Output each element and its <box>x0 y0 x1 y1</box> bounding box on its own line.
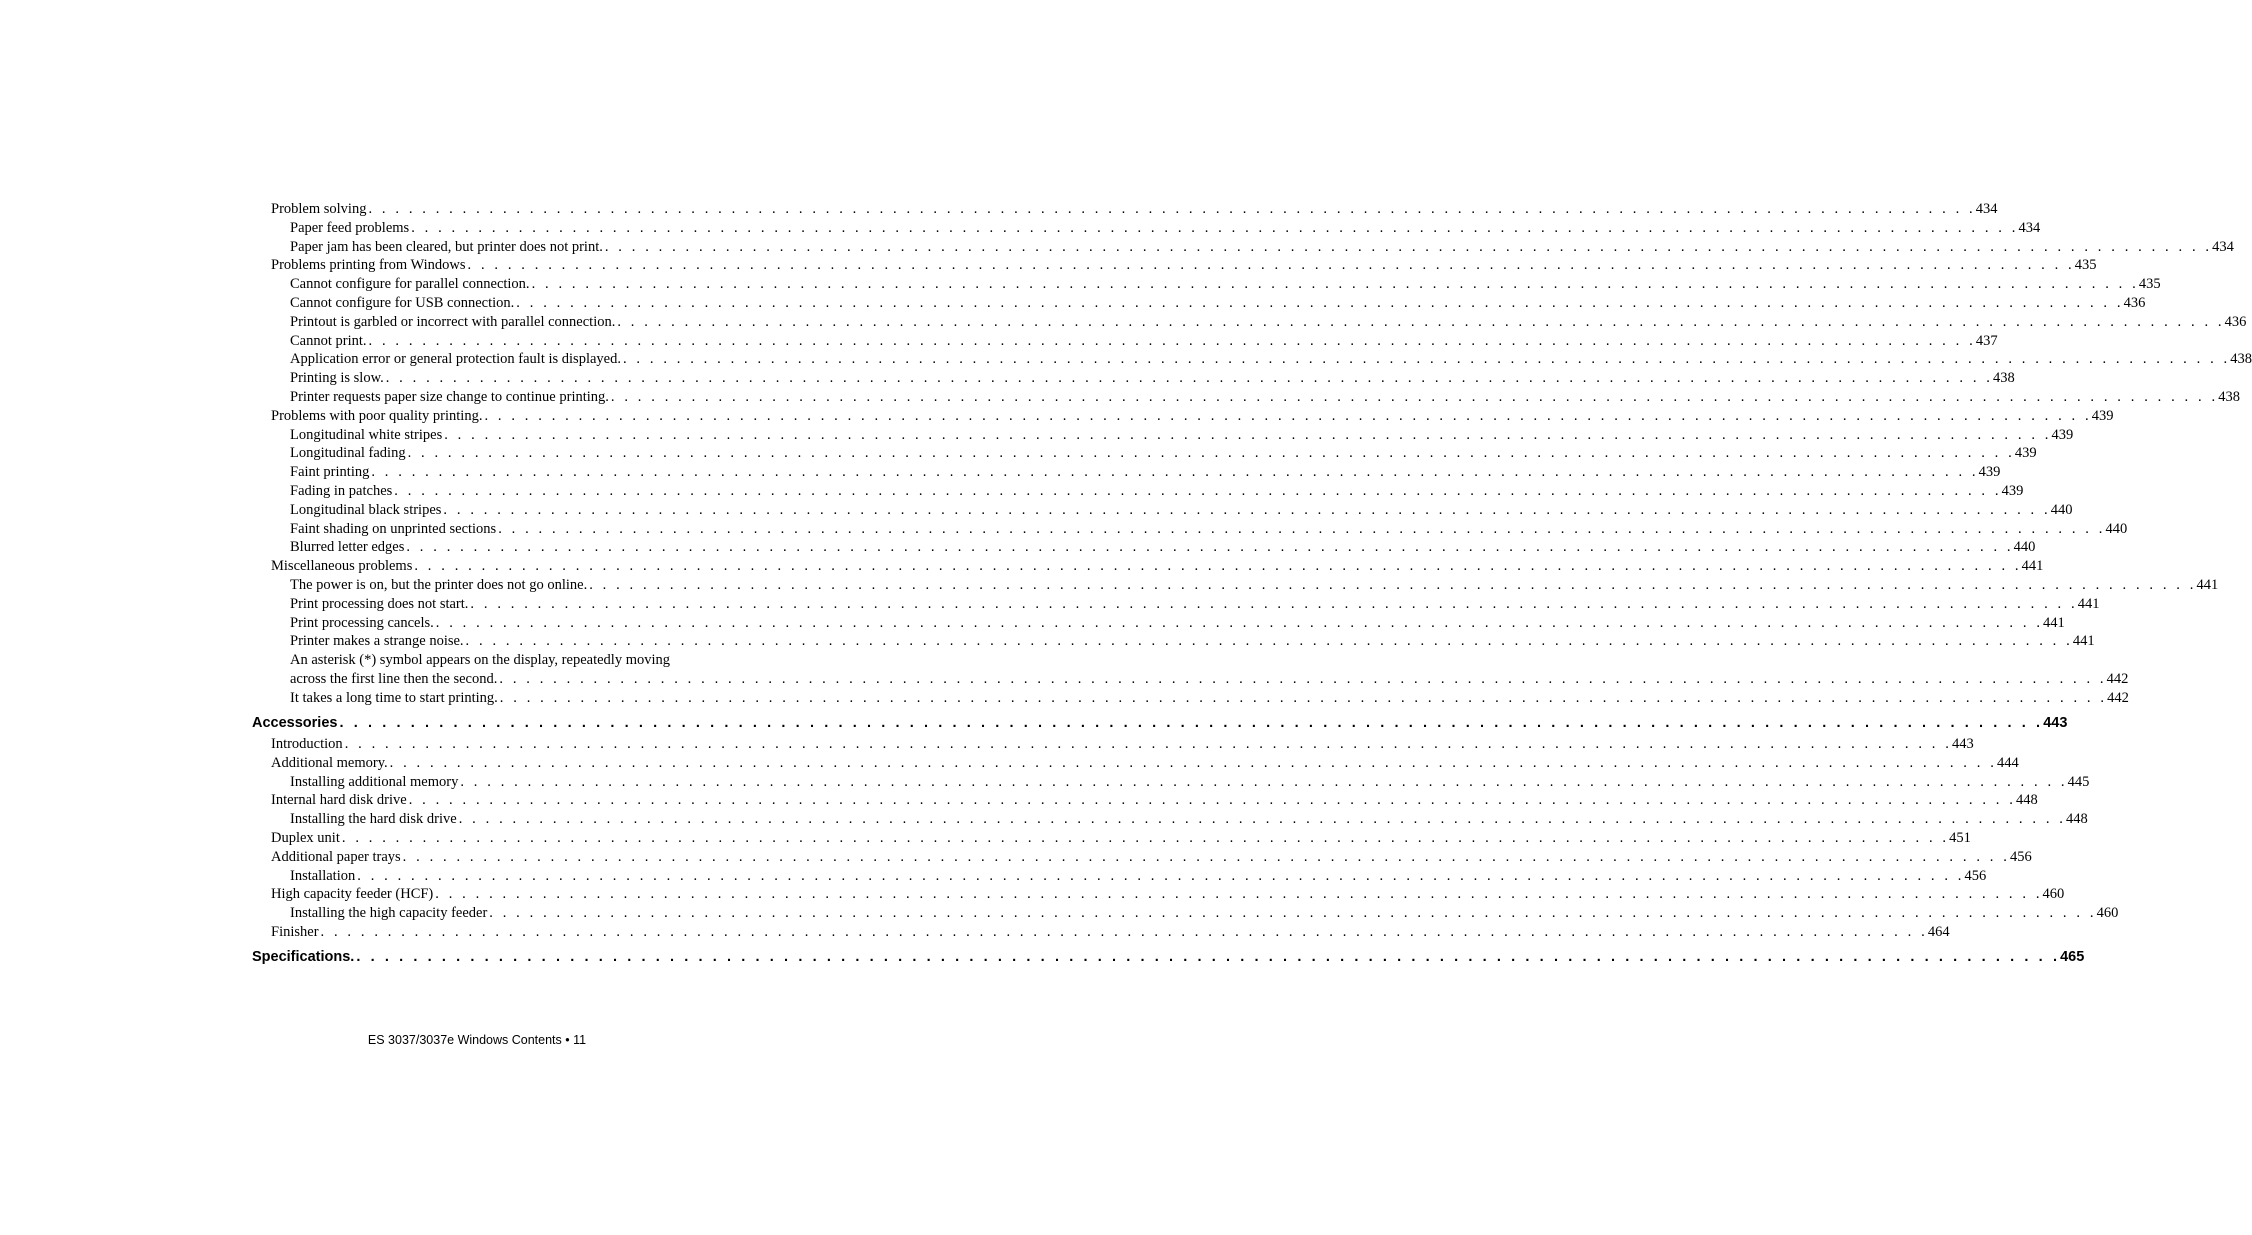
toc-entry-page-number: 438 <box>1993 370 2015 387</box>
toc-entry-title: Paper jam has been cleared, but printer does not print. <box>290 238 603 255</box>
toc-entry-title: Installing the hard disk drive <box>290 811 457 828</box>
toc-entry-page-number: 435 <box>2138 276 2161 293</box>
toc-entry[interactable] <box>252 576 2219 595</box>
toc-entry-title: Installation <box>290 867 356 884</box>
toc-entry[interactable] <box>252 520 2128 539</box>
toc-entry-title: across the first line then the second. <box>290 670 498 687</box>
dot-leader: . . . . . . . . . . . . . . . . . . . . . . . . . . . . . . . . . . . . . . . . . . . . . . . . . . . . . . . . . . . . . . . . . . . . . . . . . . . . . . . . . . . . . . . . . . . . . . . . . . . . . . . . . . . . . . . . . . . . . . . . <box>610 388 2219 405</box>
dot-leader: . . . . . . . . . . . . . . . . . . . . . . . . . . . . . . . . . . . . . . . . . . . . . . . . . . . . . . . . . . . . . . . . . . . . . . . . . . . . . . . . . . . . . . . . . . . . . . . . . . . . . . . . . . . . . . . . . . . . . . . . <box>339 714 2044 731</box>
toc-entry[interactable] <box>252 256 2097 275</box>
dot-leader: . . . . . . . . . . . . . . . . . . . . . . . . . . . . . . . . . . . . . . . . . . . . . . . . . . . . . . . . . . . . . . . . . . . . . . . . . . . . . . . . . . . . . . . . . . . . . . . . . . . . . . . . . . . . . . . . . . . . . . . . <box>460 773 2068 790</box>
toc-entry-title: Longitudinal fading <box>290 445 406 462</box>
toc-entry-page-number: 440 <box>2013 539 2036 556</box>
toc-entry-page-number: 436 <box>2123 294 2146 311</box>
dot-leader: . . . . . . . . . . . . . . . . . . . . . . . . . . . . . . . . . . . . . . . . . . . . . . . . . . . . . . . . . . . . . . . . . . . . . . . . . . . . . . . . . . . . . . . . . . . . . . . . . . . . . . . . . . . . . . . . . . . . . . . . <box>407 445 2015 462</box>
toc-entry-title: Faint printing <box>290 464 370 481</box>
dot-leader: . . . . . . . . . . . . . . . . . . . . . . . . . . . . . . . . . . . . . . . . . . . . . . . . . . . . . . . . . . . . . . . . . . . . . . . . . . . . . . . . . . . . . . . . . . . . . . . . . . . . . . . . . . . . . . . . . . . . . . . . <box>435 886 2043 903</box>
toc-entry-title: Printer requests paper size change to continue printing. <box>290 388 609 405</box>
toc-entry[interactable] <box>252 388 2240 407</box>
toc-entry-title: Application error or general protection fault is displayed. <box>290 351 621 368</box>
toc-section-heading[interactable] <box>252 946 2085 970</box>
dot-leader: . . . . . . . . . . . . . . . . . . . . . . . . . . . . . . . . . . . . . . . . . . . . . . . . . . . . . . . . . . . . . . . . . . . . . . . . . . . . . . . . . . . . . . . . . . . . . . . . . . . . . . . . . . . . . . . . . . . . . . . . <box>604 238 2213 255</box>
toc-entry-page-number: 442 <box>2107 689 2129 706</box>
toc-entry-page-number: 443 <box>2043 714 2068 731</box>
toc-entry[interactable] <box>252 557 2044 576</box>
dot-leader: . . . . . . . . . . . . . . . . . . . . . . . . . . . . . . . . . . . . . . . . . . . . . . . . . . . . . . . . . . . . . . . . . . . . . . . . . . . . . . . . . . . . . . . . . . . . . . . . . . . . . . . . . . . . . . . . . . . . . . . . <box>489 905 2097 922</box>
toc-entry[interactable] <box>252 482 2024 501</box>
toc-entry-title: Printout is garbled or incorrect with parallel connection. <box>290 313 616 330</box>
dot-leader: . . . . . . . . . . . . . . . . . . . . . . . . . . . . . . . . . . . . . . . . . . . . . . . . . . . . . . . . . . . . . . . . . . . . . . . . . . . . . . . . . . . . . . . . . . . . . . . . . . . . . . . . . . . . . . . . . . . . . . . . <box>408 792 2016 809</box>
dot-leader: . . . . . . . . . . . . . . . . . . . . . . . . . . . . . . . . . . . . . . . . . . . . . . . . . . . . . . . . . . . . . . . . . . . . . . . . . . . . . . . . . . . . . . . . . . . . . . . . . . . . . . . . . . . . . . . . . . . . . . . . <box>344 736 1952 753</box>
toc-entry-title: Accessories <box>252 714 338 731</box>
toc-entry-title: Cannot configure for parallel connection. <box>290 276 530 293</box>
dot-leader: . . . . . . . . . . . . . . . . . . . . . . . . . . . . . . . . . . . . . . . . . . . . . . . . . . . . . . . . . . . . . . . . . . . . . . . . . . . . . . . . . . . . . . . . . . . . . . . . . . . . . . . . . . . . . . . . . . . . . . . . <box>516 294 2124 311</box>
toc-entry-title: Duplex unit <box>271 830 340 846</box>
toc-entry[interactable] <box>252 350 2252 369</box>
dot-leader: . . . . . . . . . . . . . . . . . . . . . . . . . . . . . . . . . . . . . . . . . . . . . . . . . . . . . . . . . . . . . . . . . . . . . . . . . . . . . . . . . . . . . . . . . . . . . . . . . . . . . . . . . . . . . . . . . . . . . . . . <box>320 923 1928 940</box>
toc-entry-page-number: 439 <box>2051 426 2074 443</box>
toc-entry-title: Cannot print. <box>290 332 367 349</box>
toc-entry-title: Internal hard disk drive <box>271 792 407 809</box>
dot-leader: . . . . . . . . . . . . . . . . . . . . . . . . . . . . . . . . . . . . . . . . . . . . . . . . . . . . . . . . . . . . . . . . . . . . . . . . . . . . . . . . . . . . . . . . . . . . . . . . . . . . . . . . . . . . . . . . . . . . . . . . <box>389 754 1997 771</box>
toc-entry-title: Installing the high capacity feeder <box>290 905 488 922</box>
toc-entry[interactable] <box>252 810 2088 829</box>
toc-entry-title: It takes a long time to start printing. <box>290 689 498 706</box>
toc-entry-title: Installing additional memory <box>290 773 459 790</box>
dot-leader: . . . . . . . . . . . . . . . . . . . . . . . . . . . . . . . . . . . . . . . . . . . . . . . . . . . . . . . . . . . . . . . . . . . . . . . . . . . . . . . . . . . . . . . . . . . . . . . . . . . . . . . . . . . . . . . . . . . . . . . . <box>499 670 2107 687</box>
dot-leader: . . . . . . . . . . . . . . . . . . . . . . . . . . . . . . . . . . . . . . . . . . . . . . . . . . . . . . . . . . . . . . . . . . . . . . . . . . . . . . . . . . . . . . . . . . . . . . . . . . . . . . . . . . . . . . . . . . . . . . . . <box>465 633 2073 650</box>
dot-leader: . . . . . . . . . . . . . . . . . . . . . . . . . . . . . . . . . . . . . . . . . . . . . . . . . . . . . . . . . . . . . . . . . . . . . . . . . . . . . . . . . . . . . . . . . . . . . . . . . . . . . . . . . . . . . . . . . . . . . . . . <box>443 501 2051 518</box>
toc-entry-page-number: 438 <box>2230 351 2252 368</box>
toc-entry-page-number: 451 <box>1949 830 1971 846</box>
dot-leader: . . . . . . . . . . . . . . . . . . . . . . . . . . . . . . . . . . . . . . . . . . . . . . . . . . . . . . . . . . . . . . . . . . . . . . . . . . . . . . . . . . . . . . . . . . . . . . . . . . . . . . . . . . . . . . . . . . . . . . . . <box>617 313 2225 330</box>
toc-entry-title: Print processing cancels. <box>290 614 434 631</box>
toc-entry-title: Cannot configure for USB connection. <box>290 294 515 311</box>
toc-entry[interactable] <box>252 238 2234 257</box>
toc-entry-title: The power is on, but the printer does not go online. <box>290 576 588 593</box>
toc-entry[interactable] <box>252 754 2019 773</box>
toc-entry-page-number: 445 <box>2067 773 2090 790</box>
dot-leader: . . . . . . . . . . . . . . . . . . . . . . . . . . . . . . . . . . . . . . . . . . . . . . . . . . . . . . . . . . . . . . . . . . . . . . . . . . . . . . . . . . . . . . . . . . . . . . . . . . . . . . . . . . . . . . . . . . . . . . . . <box>622 351 2231 368</box>
toc-entry-title: Printer makes a strange noise. <box>290 633 464 650</box>
toc-entry-page-number: 435 <box>2074 257 2097 274</box>
toc-entry-page-number: 443 <box>1951 736 1974 753</box>
toc-entry[interactable] <box>252 501 2073 520</box>
dot-leader: . . . . . . . . . . . . . . . . . . . . . . . . . . . . . . . . . . . . . . . . . . . . . . . . . . . . . . . . . . . . . . . . . . . . . . . . . . . . . . . . . . . . . . . . . . . . . . . . . . . . . . . . . . . . . . . . . . . . . . . . <box>470 595 2078 612</box>
toc-entry-title: Print processing does not start. <box>290 595 469 612</box>
toc-entry-title: Paper feed problems <box>290 219 410 236</box>
toc-entry[interactable] <box>252 275 2161 294</box>
toc-entry-title: Problem solving <box>271 201 367 217</box>
toc-entry-page-number: 456 <box>2009 848 2032 865</box>
dot-leader: . . . . . . . . . . . . . . . . . . . . . . . . . . . . . . . . . . . . . . . . . . . . . . . . . . . . . . . . . . . . . . . . . . . . . . . . . . . . . . . . . . . . . . . . . . . . . . . . . . . . . . . . . . . . . . . . . . . . . . . . <box>435 614 2044 631</box>
toc-entry-title: Finisher <box>271 923 319 940</box>
toc-entry-page-number: 464 <box>1927 923 1950 940</box>
dot-leader: . . . . . . . . . . . . . . . . . . . . . . . . . . . . . . . . . . . . . . . . . . . . . . . . . . . . . . . . . . . . . . . . . . . . . . . . . . . . . . . . . . . . . . . . . . . . . . . . . . . . . . . . . . . . . . . . . . . . . . . . <box>458 811 2066 828</box>
toc-entry[interactable] <box>252 463 2001 482</box>
toc-entry-title: Introduction <box>271 736 343 753</box>
toc-entry-page-number: 437 <box>1975 332 1998 349</box>
toc-entry-title: Blurred letter edges <box>290 539 405 556</box>
toc-section-heading[interactable] <box>252 712 2068 736</box>
toc-entry-page-number: 444 <box>1996 754 2019 771</box>
dot-leader: . . . . . . . . . . . . . . . . . . . . . . . . . . . . . . . . . . . . . . . . . . . . . . . . . . . . . . . . . . . . . . . . . . . . . . . . . . . . . . . . . . . . . . . . . . . . . . . . . . . . . . . . . . . . . . . . . . . . . . . . <box>498 520 2106 537</box>
toc-entry-page-number: 448 <box>2015 792 2038 809</box>
toc-entry-page-number: 460 <box>2096 905 2119 922</box>
toc-entry[interactable] <box>252 651 2129 689</box>
toc-entry[interactable] <box>252 407 2114 426</box>
dot-leader: . . . . . . . . . . . . . . . . . . . . . . . . . . . . . . . . . . . . . . . . . . . . . . . . . . . . . . . . . . . . . . . . . . . . . . . . . . . . . . . . . . . . . . . . . . . . . . . . . . . . . . . . . . . . . . . . . . . . . . . . <box>341 830 1950 846</box>
toc-entry-title: Faint shading on unprinted sections <box>290 520 497 537</box>
toc-entry[interactable] <box>252 426 2074 445</box>
toc-entry-title: Specifications. <box>252 948 355 965</box>
toc-entry[interactable] <box>252 867 1987 886</box>
toc-entry-page-number: 440 <box>2105 520 2128 537</box>
dot-leader: . . . . . . . . . . . . . . . . . . . . . . . . . . . . . . . . . . . . . . . . . . . . . . . . . . . . . . . . . . . . . . . . . . . . . . . . . . . . . . . . . . . . . . . . . . . . . . . . . . . . . . . . . . . . . . . . . . . . . . . . <box>589 576 2197 593</box>
toc-entry[interactable] <box>252 773 2090 792</box>
toc-entry[interactable] <box>252 595 2100 614</box>
toc-entry[interactable] <box>252 923 1950 942</box>
toc-entry-title: Longitudinal black stripes <box>290 501 442 518</box>
toc-entry[interactable] <box>252 444 2037 463</box>
toc-entry[interactable] <box>252 200 1998 219</box>
toc-entry[interactable] <box>252 829 1971 848</box>
toc-entry-page-number: 439 <box>2014 445 2037 462</box>
toc-entry-page-number: 434 <box>1975 201 1998 217</box>
toc-entry[interactable] <box>252 614 2065 633</box>
toc-entry[interactable] <box>252 735 1974 754</box>
page-footer: ES 3037/3037e Windows Contents • 11 <box>367 1033 587 1047</box>
table-of-contents <box>252 200 2252 969</box>
dot-leader: . . . . . . . . . . . . . . . . . . . . . . . . . . . . . . . . . . . . . . . . . . . . . . . . . . . . . . . . . . . . . . . . . . . . . . . . . . . . . . . . . . . . . . . . . . . . . . . . . . . . . . . . . . . . . . . . . . . . . . . . <box>531 276 2139 293</box>
toc-entry-page-number: 440 <box>2050 501 2073 518</box>
dot-leader: . . . . . . . . . . . . . . . . . . . . . . . . . . . . . . . . . . . . . . . . . . . . . . . . . . . . . . . . . . . . . . . . . . . . . . . . . . . . . . . . . . . . . . . . . . . . . . . . . . . . . . . . . . . . . . . . . . . . . . . . <box>484 407 2092 424</box>
toc-entry-title: Printing is slow. <box>290 370 384 387</box>
dot-leader: . . . . . . . . . . . . . . . . . . . . . . . . . . . . . . . . . . . . . . . . . . . . . . . . . . . . . . . . . . . . . . . . . . . . . . . . . . . . . . . . . . . . . . . . . . . . . . . . . . . . . . . . . . . . . . . . . . . . . . . . <box>414 558 2022 575</box>
dot-leader: . . . . . . . . . . . . . . . . . . . . . . . . . . . . . . . . . . . . . . . . . . . . . . . . . . . . . . . . . . . . . . . . . . . . . . . . . . . . . . . . . . . . . . . . . . . . . . . . . . . . . . . . . . . . . . . . . . . . . . . . <box>467 257 2075 274</box>
toc-entry-page-number: 439 <box>2091 407 2114 424</box>
toc-entry-page-number: 441 <box>2021 558 2044 575</box>
toc-entry[interactable] <box>252 538 2036 557</box>
toc-entry-page-number: 442 <box>2106 670 2129 687</box>
toc-entry-title: Longitudinal white stripes <box>290 426 443 443</box>
toc-entry-page-number: 456 <box>1964 867 1987 884</box>
toc-entry[interactable] <box>252 885 2065 904</box>
toc-entry[interactable] <box>252 632 2095 651</box>
toc-entry-page-number: 438 <box>2218 388 2240 405</box>
toc-entry-title: Additional paper trays <box>271 848 401 865</box>
dot-leader: . . . . . . . . . . . . . . . . . . . . . . . . . . . . . . . . . . . . . . . . . . . . . . . . . . . . . . . . . . . . . . . . . . . . . . . . . . . . . . . . . . . . . . . . . . . . . . . . . . . . . . . . . . . . . . . . . . . . . . . . <box>385 370 1994 387</box>
toc-entry[interactable] <box>252 904 2119 923</box>
toc-entry[interactable] <box>252 848 2032 867</box>
dot-leader: . . . . . . . . . . . . . . . . . . . . . . . . . . . . . . . . . . . . . . . . . . . . . . . . . . . . . . . . . . . . . . . . . . . . . . . . . . . . . . . . . . . . . . . . . . . . . . . . . . . . . . . . . . . . . . . . . . . . . . . . <box>368 201 1976 217</box>
toc-entry[interactable] <box>252 294 2146 313</box>
toc-entry-title: High capacity feeder (HCF) <box>271 886 434 903</box>
toc-entry-page-number: 434 <box>2212 238 2234 255</box>
dot-leader: . . . . . . . . . . . . . . . . . . . . . . . . . . . . . . . . . . . . . . . . . . . . . . . . . . . . . . . . . . . . . . . . . . . . . . . . . . . . . . . . . . . . . . . . . . . . . . . . . . . . . . . . . . . . . . . . . . . . . . . . <box>411 219 2019 236</box>
dot-leader: . . . . . . . . . . . . . . . . . . . . . . . . . . . . . . . . . . . . . . . . . . . . . . . . . . . . . . . . . . . . . . . . . . . . . . . . . . . . . . . . . . . . . . . . . . . . . . . . . . . . . . . . . . . . . . . . . . . . . . . . <box>394 482 2002 499</box>
dot-leader: . . . . . . . . . . . . . . . . . . . . . . . . . . . . . . . . . . . . . . . . . . . . . . . . . . . . . . . . . . . . . . . . . . . . . . . . . . . . . . . . . . . . . . . . . . . . . . . . . . . . . . . . . . . . . . . . . . . . . . . . <box>402 848 2010 865</box>
toc-entry-page-number: 439 <box>1978 464 2001 481</box>
toc-entry-title: Problems with poor quality printing. <box>271 407 483 424</box>
toc-entry-title-line: An asterisk (*) symbol appears on the display, repeatedly moving <box>290 652 670 669</box>
toc-entry-page-number: 439 <box>2001 482 2024 499</box>
toc-entry-page-number: 441 <box>2196 576 2219 593</box>
toc-entry-page-number: 441 <box>2072 633 2095 650</box>
toc-entry-page-number: 460 <box>2042 886 2065 903</box>
dot-leader: . . . . . . . . . . . . . . . . . . . . . . . . . . . . . . . . . . . . . . . . . . . . . . . . . . . . . . . . . . . . . . . . . . . . . . . . . . . . . . . . . . . . . . . . . . . . . . . . . . . . . . . . . . . . . . . . . . . . . . . . <box>444 426 2052 443</box>
dot-leader: . . . . . . . . . . . . . . . . . . . . . . . . . . . . . . . . . . . . . . . . . . . . . . . . . . . . . . . . . . . . . . . . . . . . . . . . . . . . . . . . . . . . . . . . . . . . . . . . . . . . . . . . . . . . . . . . . . . . . . . . <box>356 948 2061 965</box>
toc-entry[interactable] <box>252 219 2041 238</box>
toc-entry-page-number: 436 <box>2224 313 2247 330</box>
toc-entry-page-number: 448 <box>2066 811 2088 828</box>
toc-entry-title: Problems printing from Windows <box>271 257 466 274</box>
toc-entry-page-number: 434 <box>2018 219 2041 236</box>
toc-entry-title: Miscellaneous problems <box>271 558 413 575</box>
dot-leader: . . . . . . . . . . . . . . . . . . . . . . . . . . . . . . . . . . . . . . . . . . . . . . . . . . . . . . . . . . . . . . . . . . . . . . . . . . . . . . . . . . . . . . . . . . . . . . . . . . . . . . . . . . . . . . . . . . . . . . . . <box>357 867 1965 884</box>
dot-leader: . . . . . . . . . . . . . . . . . . . . . . . . . . . . . . . . . . . . . . . . . . . . . . . . . . . . . . . . . . . . . . . . . . . . . . . . . . . . . . . . . . . . . . . . . . . . . . . . . . . . . . . . . . . . . . . . . . . . . . . . <box>371 464 1979 481</box>
toc-entry-page-number: 465 <box>2060 948 2085 965</box>
toc-entry[interactable] <box>252 313 2247 332</box>
toc-entry-title: Additional memory. <box>271 754 388 771</box>
dot-leader: . . . . . . . . . . . . . . . . . . . . . . . . . . . . . . . . . . . . . . . . . . . . . . . . . . . . . . . . . . . . . . . . . . . . . . . . . . . . . . . . . . . . . . . . . . . . . . . . . . . . . . . . . . . . . . . . . . . . . . . . <box>499 689 2108 706</box>
toc-entry[interactable] <box>252 332 1998 351</box>
toc-entry-title: Fading in patches <box>290 482 393 499</box>
dot-leader: . . . . . . . . . . . . . . . . . . . . . . . . . . . . . . . . . . . . . . . . . . . . . . . . . . . . . . . . . . . . . . . . . . . . . . . . . . . . . . . . . . . . . . . . . . . . . . . . . . . . . . . . . . . . . . . . . . . . . . . . <box>406 539 2014 556</box>
toc-entry[interactable] <box>252 689 2129 708</box>
dot-leader: . . . . . . . . . . . . . . . . . . . . . . . . . . . . . . . . . . . . . . . . . . . . . . . . . . . . . . . . . . . . . . . . . . . . . . . . . . . . . . . . . . . . . . . . . . . . . . . . . . . . . . . . . . . . . . . . . . . . . . . . <box>368 332 1976 349</box>
toc-entry-page-number: 441 <box>2043 614 2065 631</box>
toc-entry[interactable] <box>252 369 2015 388</box>
toc-entry-page-number: 441 <box>2077 595 2100 612</box>
toc-entry[interactable] <box>252 791 2038 810</box>
